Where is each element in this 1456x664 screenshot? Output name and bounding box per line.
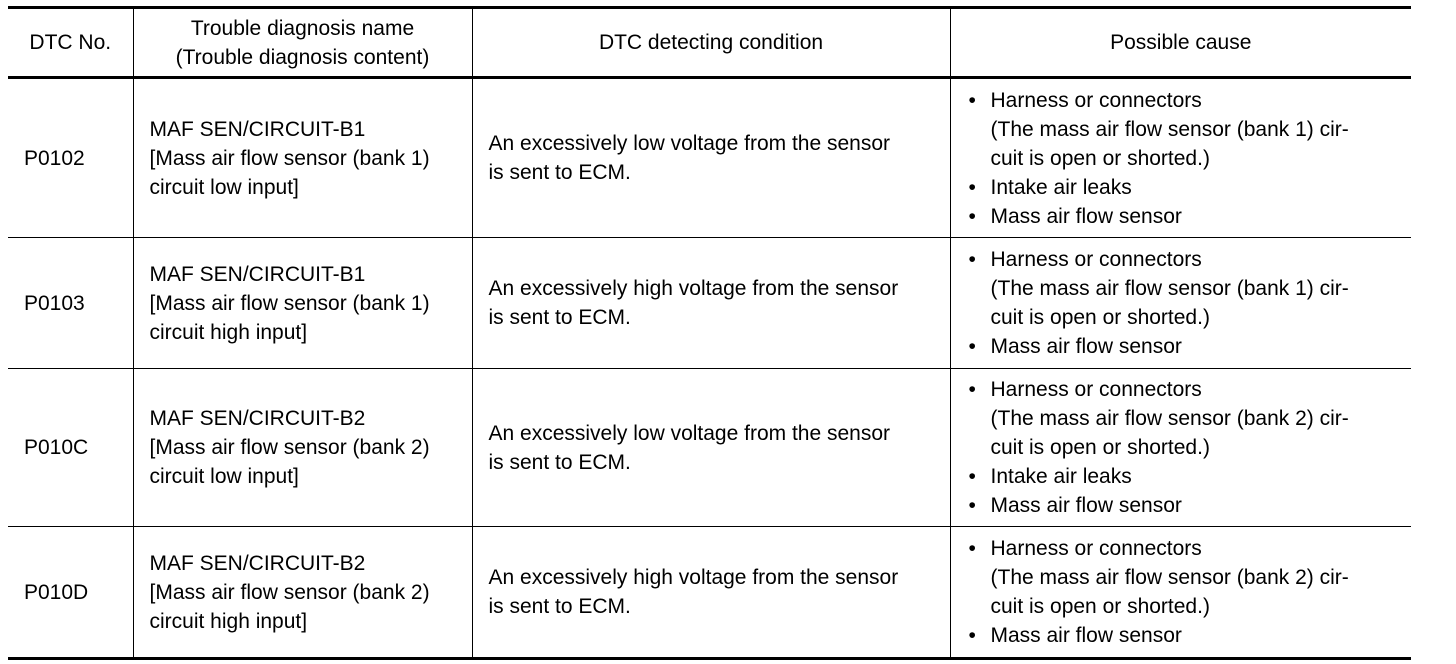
bullet-icon: •: [968, 175, 976, 199]
dtc-code-cell: P010D: [8, 527, 133, 659]
cause-list: [965, 534, 1396, 650]
cause-detail: (The mass air flow sensor (bank 1) cir-: [990, 117, 1349, 141]
condition-line: is sent to ECM.: [488, 306, 631, 329]
condition-line: An excessively high voltage from the sensor: [488, 277, 899, 300]
cause-text: Mass air flow sensor: [990, 204, 1182, 228]
header-name-line1: Trouble diagnosis name: [190, 16, 415, 40]
diagnosis-name-line: MAF SEN/CIRCUIT-B2: [149, 407, 366, 430]
cause-list: [965, 86, 1396, 231]
condition-line: is sent to ECM.: [488, 595, 631, 618]
possible-cause-cell: [950, 78, 1411, 238]
bullet-icon: •: [968, 494, 976, 517]
possible-cause-cell: [950, 527, 1411, 659]
cause-text: Intake air leaks: [990, 175, 1132, 199]
detecting-condition-cell: [472, 238, 950, 369]
bullet-icon: •: [968, 335, 976, 358]
cause-item: [965, 173, 1396, 202]
diagnosis-name-line: circuit low input]: [149, 175, 299, 199]
cause-detail: cuit is open or shorted.): [990, 146, 1210, 170]
detecting-condition-cell: [472, 78, 950, 238]
diagnosis-name-line: [Mass air flow sensor (bank 1): [149, 291, 430, 315]
condition-line: An excessively high voltage from the sensor: [488, 566, 899, 589]
diagnosis-name-cell: [133, 238, 472, 369]
cause-item: [965, 491, 1396, 520]
table-body: [8, 78, 1411, 659]
detecting-condition-cell: [472, 369, 950, 527]
diagnosis-name-line: circuit high input]: [149, 609, 308, 633]
cause-text: Intake air leaks: [990, 465, 1132, 488]
cause-item: [965, 621, 1396, 650]
cause-item: [965, 245, 1396, 332]
detecting-condition-cell: [472, 527, 950, 659]
diagnosis-name-line: [Mass air flow sensor (bank 2): [149, 436, 430, 459]
cause-text: Mass air flow sensor: [990, 335, 1182, 358]
diagnosis-name-cell: [133, 78, 472, 238]
diagnosis-name-line: [Mass air flow sensor (bank 2): [149, 580, 430, 604]
header-dtc-no: DTC No.: [8, 8, 133, 78]
cause-detail: cuit is open or shorted.): [990, 436, 1210, 459]
table-row: [8, 238, 1411, 369]
cause-text: Harness or connectors: [990, 88, 1202, 112]
cause-text: Harness or connectors: [990, 248, 1202, 271]
bullet-icon: •: [968, 88, 976, 112]
cause-text: Mass air flow sensor: [990, 494, 1182, 517]
cause-item: [965, 202, 1396, 231]
cause-item: [965, 462, 1396, 491]
cause-text: Harness or connectors: [990, 537, 1202, 560]
cause-detail: (The mass air flow sensor (bank 2) cir-: [990, 566, 1349, 589]
cause-item: [965, 332, 1396, 361]
cause-detail: cuit is open or shorted.): [990, 595, 1210, 618]
diagnosis-name-line: [Mass air flow sensor (bank 1): [149, 146, 430, 170]
dtc-table: [8, 6, 1411, 660]
header-name-line2: (Trouble diagnosis content): [175, 45, 430, 69]
cause-item: [965, 86, 1396, 173]
possible-cause-cell: [950, 369, 1411, 527]
diagnosis-name-line: MAF SEN/CIRCUIT-B1: [149, 262, 366, 286]
cause-detail: (The mass air flow sensor (bank 1) cir-: [990, 277, 1349, 300]
dtc-code-cell: P010C: [8, 369, 133, 527]
dtc-code-cell: P0103: [8, 238, 133, 369]
table-row: [8, 369, 1411, 527]
table-row: [8, 78, 1411, 238]
diagnosis-name-cell: [133, 369, 472, 527]
cause-item: [965, 375, 1396, 462]
bullet-icon: •: [968, 378, 976, 401]
possible-cause-cell: [950, 238, 1411, 369]
condition-line: is sent to ECM.: [488, 161, 631, 184]
cause-text: Mass air flow sensor: [990, 624, 1182, 647]
diagnosis-name-line: MAF SEN/CIRCUIT-B2: [149, 551, 366, 575]
table-header: [8, 8, 1411, 78]
condition-line: is sent to ECM.: [488, 450, 631, 474]
header-possible-cause: Possible cause: [950, 8, 1411, 78]
header-detecting-condition: DTC detecting condition: [472, 8, 950, 78]
bullet-icon: •: [968, 624, 976, 647]
cause-list: [965, 245, 1396, 361]
cause-item: [965, 534, 1396, 621]
diagnosis-name-line: circuit low input]: [149, 465, 299, 488]
header-row: [8, 8, 1411, 78]
cause-detail: (The mass air flow sensor (bank 2) cir-: [990, 407, 1349, 430]
dtc-table-container: [8, 6, 1411, 660]
diagnosis-name-cell: [133, 527, 472, 659]
diagnosis-name-line: circuit high input]: [149, 320, 308, 344]
bullet-icon: •: [968, 465, 976, 488]
cause-list: [965, 375, 1396, 520]
bullet-icon: •: [968, 204, 976, 228]
bullet-icon: •: [968, 248, 976, 271]
diagnosis-name-line: MAF SEN/CIRCUIT-B1: [149, 117, 366, 141]
dtc-code-cell: P0102: [8, 78, 133, 238]
condition-line: An excessively low voltage from the sensor: [488, 421, 891, 445]
condition-line: An excessively low voltage from the sensor: [488, 132, 891, 155]
cause-text: Harness or connectors: [990, 378, 1202, 401]
header-diagnosis-name: [133, 8, 472, 78]
cause-detail: cuit is open or shorted.): [990, 306, 1210, 329]
bullet-icon: •: [968, 537, 976, 560]
table-row: [8, 527, 1411, 659]
